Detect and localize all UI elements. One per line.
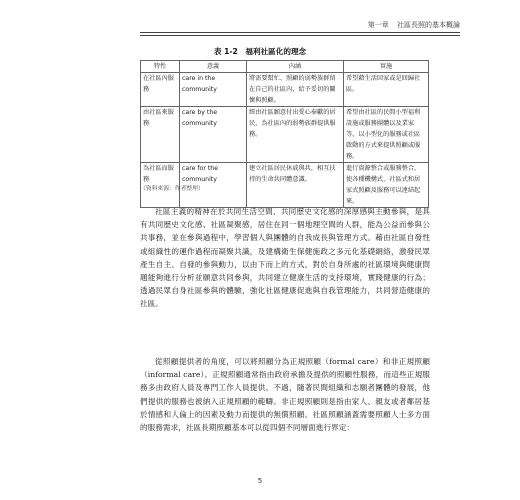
- column-header-implementation: 實施: [344, 61, 429, 73]
- body-paragraph: 社區主義的精神在於共同生活空間、共同歷史文化感的深厚感與主動參與，是具有共同歷史文化感、社區凝聚感，居住在同一個地理空間的人群，能為公益而參與公共事務，並在參與過程中，學習個人與團體的自我成長與管理方式。藉由社區自發性或組織性的運作過程而凝聚共識，及建構衛生保健施政之多元化基礎網絡，激發民眾產生自主、自發的參與動力，以由下而上的方式，對於自身所處的社區環境與健康問題能夠進行分析並願意共同參與，共同建立健康生活的支持環境，實踐健康的行為；透過民眾自身社區參與的體驗，強化社區健康促進與自我管理能力，共同營造健康的社區。: [140, 207, 430, 309]
- cell-implementation: 希望由社區的民間小型福利設施或服務團體以及業家等，以小型化的服務或社區啟動的方式來提供照顧或服務。: [344, 107, 429, 163]
- body-paragraph: 從照顧提供者的角度，可以將照顧分為正規照顧（formal care）和非正規照顧（informal care）。正規照顧通常指由政府承擔及提供的照顧性服務，而這些正規服務多由政府人員及專門工作人員提供。不過，隨著民間組織和志願者團體的發展，他們提供的服務也被納入正規照顧的範疇。非正規照顧則是指由家人、親友或者鄰居基於情感和人倫上的因素及動力而提供的無償照顧。社區照顧涵蓋需要照顧人士多方面的服務需求，社區長期照顧基本可以從四個不同層面進行界定：: [140, 357, 430, 433]
- cell-content: 建立社區居民休戚與共，相互扶持的生命共同體意識。: [247, 163, 344, 208]
- cell-feature: 由社區來服務: [141, 107, 180, 163]
- table-caption: 表 1-2 福利社區化的理念: [213, 47, 307, 56]
- running-header: [368, 20, 460, 30]
- cell-content: 將需要幫忙、照顧的弱勢族群留在自己的社區內，給予妥切的關懷與照顧。: [247, 73, 344, 107]
- table-row: [141, 107, 429, 163]
- cell-implementation: 進行資源整合或服務整合，使各種機構式、社區式和居家式照顧及服務可以連結起來。: [344, 163, 429, 208]
- cell-implementation: 希望藉生活回家或是回歸社區。: [344, 73, 429, 107]
- cell-feature: 在社區內服務: [141, 73, 180, 107]
- cell-meaning: care for the community: [180, 163, 247, 208]
- cell-meaning: care in the community: [180, 73, 247, 107]
- cell-content: 經由社區願意付出愛心奉獻的居民，為社區內的弱勢族群提供服務。: [247, 107, 344, 163]
- cell-feature: 為社區而服務: [141, 163, 180, 208]
- column-header-feature: 特性: [141, 61, 180, 73]
- column-header-content: 內涵: [247, 61, 344, 73]
- table-header-row: [141, 61, 429, 73]
- table-row: [141, 73, 429, 107]
- chapter-label: 第一章: [367, 21, 389, 29]
- cell-meaning: care by the community: [180, 107, 247, 163]
- table-source-note: （資料來源：作者整理）: [140, 186, 204, 192]
- chapter-title: 社區長照的基本概論: [397, 21, 460, 29]
- page-number: 5: [257, 477, 263, 485]
- header-rule: [140, 32, 460, 36]
- column-header-meaning: 意義: [180, 61, 247, 73]
